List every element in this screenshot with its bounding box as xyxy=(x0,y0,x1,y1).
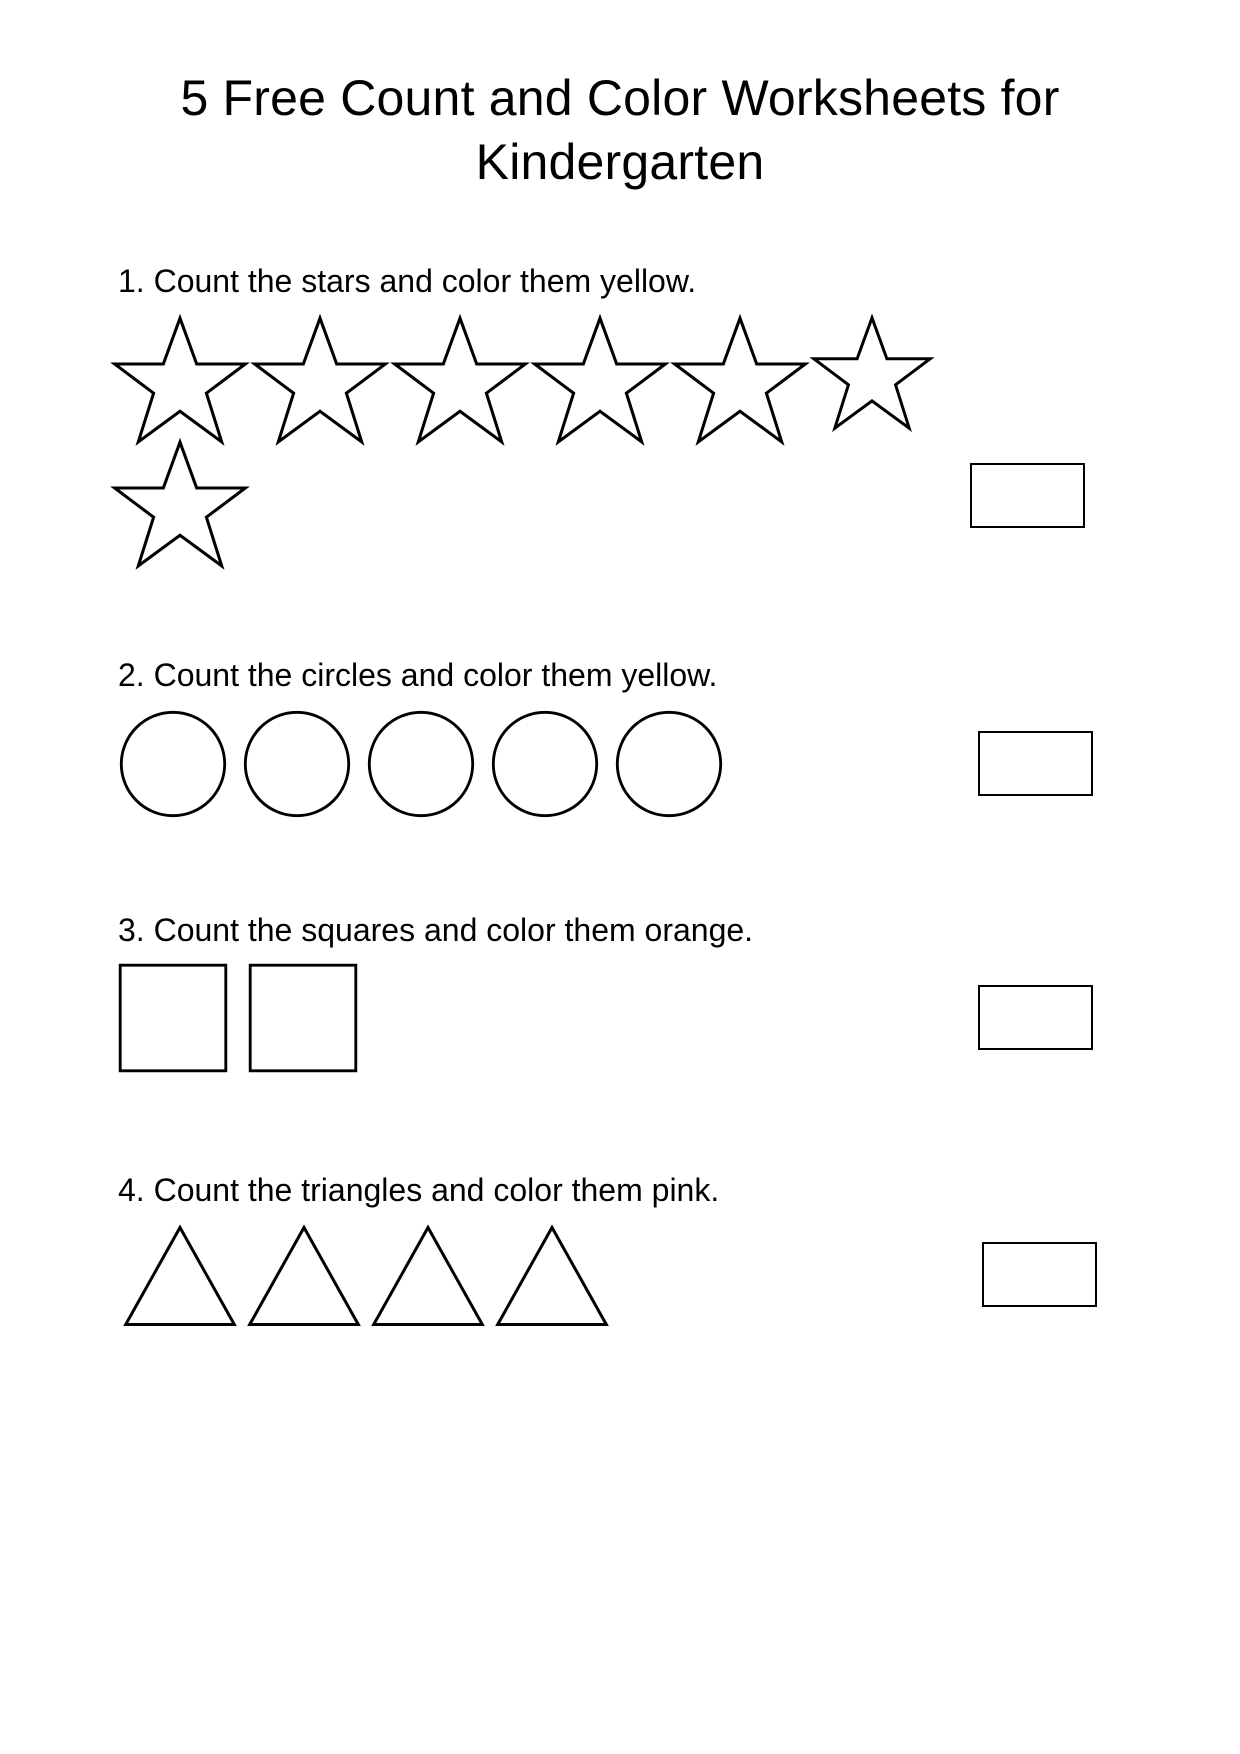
square-icon xyxy=(248,963,358,1073)
task-2-answer-box[interactable] xyxy=(978,731,1093,796)
task-1 xyxy=(0,262,1240,570)
star-icon xyxy=(390,314,530,446)
square-icon xyxy=(118,963,228,1073)
triangle-icon xyxy=(122,1224,238,1328)
star-icon xyxy=(670,314,810,446)
task-3 xyxy=(0,911,1240,1073)
star-icon xyxy=(530,314,670,446)
task-1-label: 1. Count the stars and color them yellow. xyxy=(118,263,697,299)
star-icon xyxy=(810,314,934,432)
triangle-icon xyxy=(494,1224,610,1328)
task-4-label: 4. Count the triangles and color them pink. xyxy=(118,1172,720,1209)
task-2 xyxy=(0,656,1240,818)
circle-icon xyxy=(366,709,476,819)
task-4-answer-box[interactable] xyxy=(982,1242,1097,1307)
task-3-shapes-row xyxy=(118,963,1240,1073)
circle-icon xyxy=(118,709,228,819)
task-1-shapes-row-1 xyxy=(110,314,1240,446)
task-4-shapes-row xyxy=(122,1224,1240,1328)
task-1-answer-box[interactable] xyxy=(970,463,1085,528)
star-icon xyxy=(110,314,250,446)
circle-icon xyxy=(242,709,352,819)
task-2-shapes-row xyxy=(118,709,1240,819)
circle-icon xyxy=(614,709,724,819)
task-4 xyxy=(0,1171,1240,1327)
task-3-label: 3. Count the squares and color them orange. xyxy=(118,911,754,948)
star-icon xyxy=(110,438,250,570)
triangle-icon xyxy=(370,1224,486,1328)
task-3-answer-box[interactable] xyxy=(978,985,1093,1050)
triangle-icon xyxy=(246,1224,362,1328)
star-icon xyxy=(250,314,390,446)
circle-icon xyxy=(490,709,600,819)
page-title: 5 Free Count and Color Worksheets for Kindergarten xyxy=(180,70,1060,190)
task-1-shapes-row-2 xyxy=(110,438,1240,570)
task-2-label: 2. Count the circles and color them yellow. xyxy=(118,657,718,694)
